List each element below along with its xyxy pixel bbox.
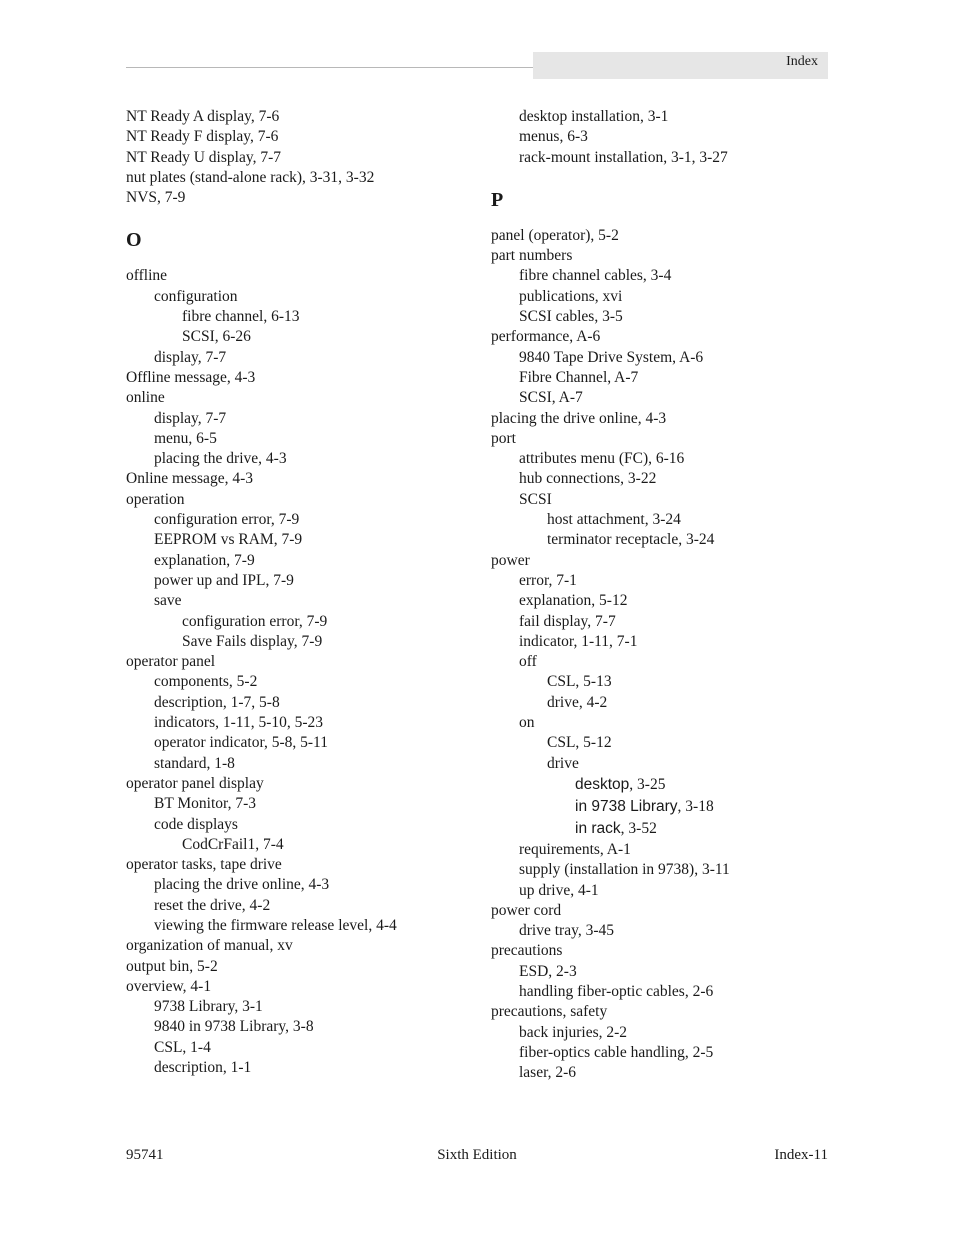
index-entry: fail display, 7-7 bbox=[519, 612, 616, 630]
index-entry: power up and IPL, 7-9 bbox=[154, 571, 294, 589]
index-entry: explanation, 5-12 bbox=[519, 592, 628, 610]
index-entry: desktop installation, 3-1 bbox=[519, 108, 669, 125]
index-entry: hub connections, 3-22 bbox=[519, 470, 657, 488]
footer-page-number: Index-11 bbox=[774, 1147, 828, 1163]
index-entry: nut plates (stand-alone rack), 3-31, 3-32 bbox=[126, 168, 375, 186]
index-entry: output bin, 5-2 bbox=[126, 957, 218, 975]
index-letter-heading: O bbox=[126, 229, 142, 252]
index-entry: CodCrFail1, 7-4 bbox=[182, 835, 284, 853]
index-entry: port bbox=[491, 429, 516, 447]
index-entry: NT Ready U display, 7-7 bbox=[126, 148, 281, 166]
index-entry: fibre channel cables, 3-4 bbox=[519, 267, 672, 285]
index-entry: host attachment, 3-24 bbox=[547, 511, 681, 529]
index-entry: rack-mount installation, 3-1, 3-27 bbox=[519, 148, 728, 166]
index-entry: code displays bbox=[154, 815, 238, 833]
index-entry: error, 7-1 bbox=[519, 571, 577, 589]
index-entry: overview, 4-1 bbox=[126, 977, 212, 995]
index-entry: CSL, 5-12 bbox=[547, 734, 612, 752]
index-column-right bbox=[491, 107, 831, 1083]
index-entry: viewing the firmware release level, 4-4 bbox=[154, 916, 397, 934]
index-entry bbox=[491, 796, 831, 818]
index-entry: off bbox=[519, 653, 537, 671]
index-entry: online bbox=[126, 389, 165, 407]
index-entry: up drive, 4-1 bbox=[519, 881, 599, 899]
index-entry: placing the drive online, 4-3 bbox=[154, 876, 330, 894]
index-entry: operation bbox=[126, 490, 185, 508]
index-entry: SCSI, 6-26 bbox=[182, 328, 251, 346]
index-entry: display, 7-7 bbox=[154, 409, 227, 427]
index-entry-term: desktop bbox=[575, 775, 630, 793]
index-entry: precautions bbox=[491, 942, 563, 960]
index-entry: 9738 Library, 3-1 bbox=[154, 998, 263, 1016]
index-entry: 9840 in 9738 Library, 3-8 bbox=[154, 1018, 314, 1036]
index-entry: back injuries, 2-2 bbox=[519, 1023, 628, 1041]
header-tab bbox=[533, 52, 828, 79]
index-entry: Save Fails display, 7-9 bbox=[182, 632, 323, 650]
index-entry: handling fiber-optic cables, 2-6 bbox=[519, 982, 714, 1000]
index-entry: operator panel bbox=[126, 653, 216, 671]
index-entry: description, 1-1 bbox=[154, 1059, 252, 1077]
index-entry: CSL, 5-13 bbox=[547, 673, 612, 691]
index-entry: configuration bbox=[154, 287, 238, 305]
index-entry: drive bbox=[547, 754, 579, 772]
index-entry: on bbox=[519, 714, 535, 732]
index-entry: fiber-optics cable handling, 2-5 bbox=[519, 1043, 714, 1061]
footer-doc-number: 95741 bbox=[126, 1147, 164, 1163]
index-entry: components, 5-2 bbox=[154, 673, 258, 691]
index-entry: SCSI cables, 3-5 bbox=[519, 308, 623, 326]
index-entry: requirements, A-1 bbox=[519, 840, 631, 858]
index-entry: publications, xvi bbox=[519, 287, 623, 305]
index-entry: Online message, 4-3 bbox=[126, 470, 253, 488]
index-entry: EEPROM vs RAM, 7-9 bbox=[154, 531, 303, 549]
index-entry: part numbers bbox=[491, 247, 573, 265]
index-entry: SCSI bbox=[519, 490, 552, 508]
index-entry: Fibre Channel, A-7 bbox=[519, 368, 639, 386]
footer-edition: Sixth Edition bbox=[437, 1147, 517, 1163]
section-label: Index bbox=[786, 54, 818, 69]
index-entry: SCSI, A-7 bbox=[519, 389, 583, 407]
index-entry: drive tray, 3-45 bbox=[519, 922, 614, 940]
index-entry: laser, 2-6 bbox=[519, 1064, 577, 1082]
index-entry: configuration error, 7-9 bbox=[182, 612, 328, 630]
index-entry: drive, 4-2 bbox=[547, 693, 608, 711]
index-entry: 9840 Tape Drive System, A-6 bbox=[519, 348, 704, 366]
index-entry: terminator receptacle, 3-24 bbox=[547, 531, 715, 549]
index-entry: power cord bbox=[491, 901, 562, 919]
index-entry: CSL, 1-4 bbox=[154, 1038, 211, 1056]
index-entry-ref: , 3-18 bbox=[677, 797, 714, 815]
index-entry: reset the drive, 4-2 bbox=[154, 896, 271, 914]
index-entry-ref: , 3-25 bbox=[629, 775, 666, 793]
index-entry: explanation, 7-9 bbox=[154, 551, 255, 569]
index-entry: NT Ready A display, 7-6 bbox=[126, 108, 280, 125]
header-rule bbox=[126, 67, 534, 68]
index-entry: operator tasks, tape drive bbox=[126, 856, 282, 874]
index-entry bbox=[491, 774, 831, 796]
index-entry: display, 7-7 bbox=[154, 348, 227, 366]
index-entry-term: in 9738 Library bbox=[575, 797, 678, 815]
index-entry: save bbox=[154, 592, 182, 610]
index-entry: Offline message, 4-3 bbox=[126, 368, 256, 386]
index-entry: BT Monitor, 7-3 bbox=[154, 795, 256, 813]
index-entry: description, 1-7, 5-8 bbox=[154, 693, 280, 711]
index-letter-heading: P bbox=[491, 188, 504, 211]
index-entry: operator indicator, 5-8, 5-11 bbox=[154, 734, 328, 752]
index-entry bbox=[491, 818, 831, 840]
index-entry: indicator, 1-11, 7-1 bbox=[519, 632, 638, 650]
index-column-left bbox=[126, 107, 466, 1078]
index-entry: indicators, 1-11, 5-10, 5-23 bbox=[154, 714, 324, 732]
index-entry: menus, 6-3 bbox=[519, 128, 588, 146]
index-entry-ref: , 3-52 bbox=[620, 819, 657, 837]
index-entry: configuration error, 7-9 bbox=[154, 511, 300, 529]
index-entry: standard, 1-8 bbox=[154, 754, 235, 772]
index-entry: organization of manual, xv bbox=[126, 937, 293, 955]
index-entry: offline bbox=[126, 267, 168, 285]
index-entry-term: in rack bbox=[575, 819, 621, 837]
index-entry: placing the drive, 4-3 bbox=[154, 450, 287, 468]
index-entry: menu, 6-5 bbox=[154, 429, 217, 447]
index-entry: attributes menu (FC), 6-16 bbox=[519, 450, 685, 468]
index-entry: placing the drive online, 4-3 bbox=[491, 409, 667, 427]
index-entry: panel (operator), 5-2 bbox=[491, 226, 619, 244]
index-entry: supply (installation in 9738), 3-11 bbox=[519, 861, 730, 879]
index-entry: power bbox=[491, 551, 530, 569]
index-entry: fibre channel, 6-13 bbox=[182, 308, 300, 326]
index-entry: precautions, safety bbox=[491, 1003, 608, 1021]
index-entry: performance, A-6 bbox=[491, 328, 601, 346]
index-entry: ESD, 2-3 bbox=[519, 962, 577, 980]
index-entry: operator panel display bbox=[126, 774, 264, 792]
index-entry: NVS, 7-9 bbox=[126, 189, 186, 207]
index-entry: NT Ready F display, 7-6 bbox=[126, 128, 279, 146]
